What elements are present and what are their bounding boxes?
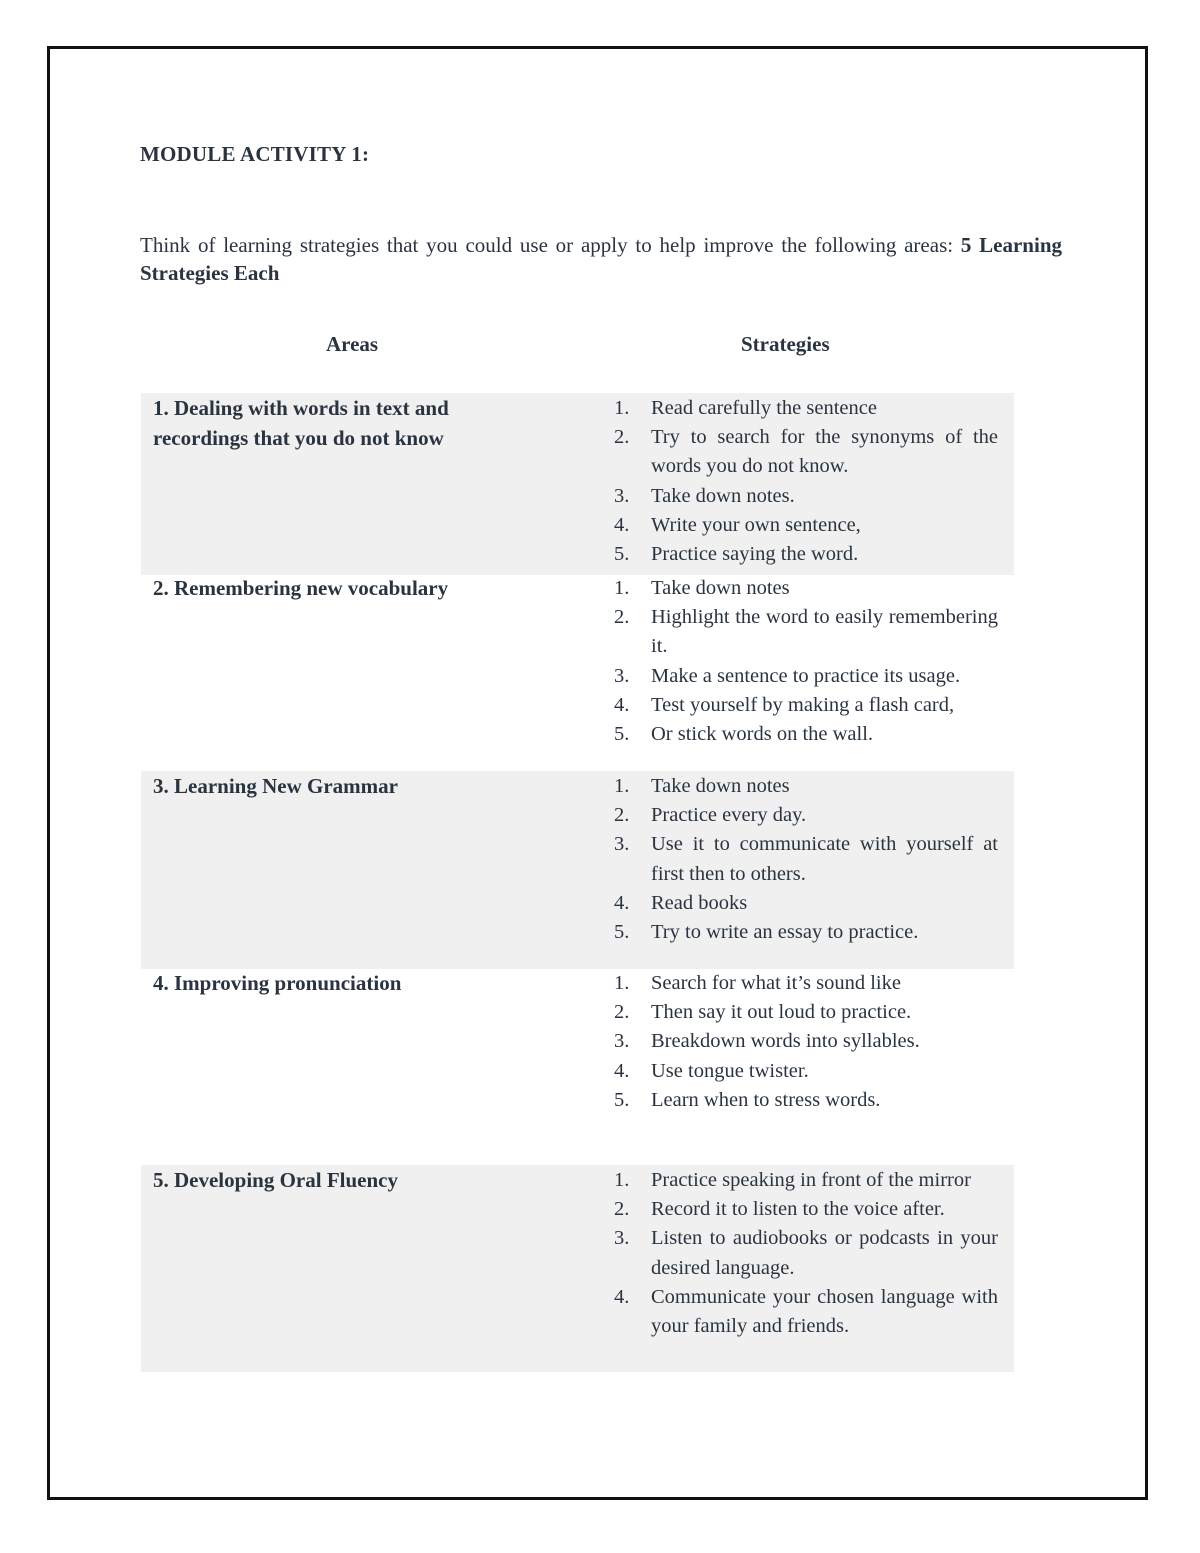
strategy-number: 4. — [614, 1285, 630, 1308]
strategy-number: 2. — [614, 1198, 630, 1221]
strategy-item — [611, 1283, 998, 1341]
strategy-item — [611, 1057, 998, 1086]
strategy-text: Read carefully the sentence — [651, 397, 877, 419]
strategy-item — [611, 1195, 998, 1224]
table-row — [141, 969, 1014, 1165]
table-row — [141, 393, 1014, 575]
strategy-item — [611, 603, 998, 661]
document-title: MODULE ACTIVITY 1: — [140, 142, 370, 166]
strategy-item — [611, 423, 998, 481]
area-label: 4. Improving pronunciation — [153, 971, 402, 995]
strategy-item — [611, 574, 998, 603]
strategy-number: 1. — [614, 397, 630, 419]
table-row — [141, 771, 1014, 969]
strategy-text: Highlight the word to easily remembering it. — [651, 606, 998, 658]
strategy-text: Read books — [651, 891, 748, 914]
strategy-list — [611, 969, 998, 1115]
strategy-item — [611, 691, 998, 720]
strategy-number: 1. — [614, 1169, 630, 1191]
strategy-number: 3. — [614, 484, 630, 507]
strategy-number: 2. — [614, 606, 630, 629]
strategy-text: Take down notes — [651, 775, 790, 797]
strategy-item — [611, 662, 998, 691]
strategy-number: 4. — [614, 693, 630, 716]
strategy-number: 3. — [614, 664, 630, 687]
strategy-item — [611, 511, 998, 540]
strategy-number: 4. — [614, 891, 630, 914]
strategy-number: 2. — [614, 1001, 630, 1024]
table-row — [141, 1165, 1014, 1372]
strategy-item — [611, 482, 998, 511]
strategy-number: 2. — [614, 426, 630, 449]
strategy-item — [611, 969, 998, 998]
strategy-number: 4. — [614, 1059, 630, 1082]
strategy-text: Test yourself by making a flash card, — [651, 693, 955, 716]
strategy-number: 3. — [614, 833, 630, 856]
strategy-text: Breakdown words into syllables. — [651, 1030, 920, 1053]
strategy-number: 3. — [614, 1030, 630, 1053]
strategy-item — [611, 1027, 998, 1056]
area-label: 3. Learning New Grammar — [153, 774, 398, 798]
strategy-item — [611, 720, 998, 749]
strategy-number: 2. — [614, 804, 630, 827]
strategy-number: 5. — [614, 723, 630, 746]
strategy-item — [611, 918, 998, 947]
strategy-text: Record it to listen to the voice after. — [651, 1198, 945, 1221]
strategy-item — [611, 889, 998, 918]
strategy-item — [611, 772, 998, 801]
instructions — [140, 231, 1062, 287]
strategy-text: Communicate your chosen language with your family and friends. — [651, 1285, 998, 1338]
strategy-item — [611, 394, 998, 423]
strategy-text: Use it to communicate with yourself at first then to others. — [651, 833, 998, 885]
strategy-text: Practice saying the word. — [651, 543, 859, 566]
strategy-number: 5. — [614, 1088, 630, 1111]
strategy-text: Make a sentence to practice its usage. — [651, 664, 961, 687]
instructions-bold: 5 Learning Strategies Each — [140, 233, 1063, 285]
strategy-number: 5. — [614, 543, 630, 566]
strategy-item — [611, 1086, 998, 1115]
strategy-text: Search for what it’s sound like — [651, 972, 901, 994]
column-header-strategies: Strategies — [741, 332, 830, 356]
instructions-text: Think of learning strategies that you could use or apply to help improve the following areas: — [140, 233, 961, 257]
strategy-text: Practice every day. — [651, 804, 807, 827]
strategy-item — [611, 830, 998, 888]
table-row — [141, 575, 1014, 771]
strategy-text: Try to search for the synonyms of the words you do not know. — [651, 426, 998, 478]
strategy-item — [611, 1166, 998, 1195]
strategy-text: Try to write an essay to practice. — [651, 921, 919, 944]
strategy-item — [611, 540, 998, 569]
strategy-number: 1. — [614, 775, 630, 797]
strategy-text: Or stick words on the wall. — [651, 723, 874, 746]
strategy-item — [611, 1224, 998, 1282]
strategy-list — [611, 772, 998, 947]
strategy-item — [611, 801, 998, 830]
strategy-text: Take down notes. — [651, 484, 795, 507]
strategy-text: Practice speaking in front of the mirror — [651, 1169, 971, 1191]
area-label: 2. Remembering new vocabulary — [153, 576, 449, 600]
strategy-list — [611, 574, 998, 749]
strategy-list — [611, 1166, 998, 1341]
strategy-number: 1. — [614, 972, 630, 994]
strategy-text: Learn when to stress words. — [651, 1088, 881, 1111]
strategy-number: 3. — [614, 1227, 630, 1250]
area-label: 5. Developing Oral Fluency — [153, 1168, 398, 1192]
strategy-item — [611, 998, 998, 1027]
area-label: 1. Dealing with words in text and recordings that you do not know — [153, 396, 449, 450]
strategy-text: Write your own sentence, — [651, 513, 861, 536]
strategy-text: Use tongue twister. — [651, 1059, 809, 1082]
strategy-number: 5. — [614, 921, 630, 944]
strategy-text: Listen to audiobooks or podcasts in your desired language. — [651, 1227, 998, 1279]
strategy-text: Then say it out loud to practice. — [651, 1001, 912, 1024]
strategy-number: 4. — [614, 513, 630, 536]
strategy-list — [611, 394, 998, 569]
strategy-text: Take down notes — [651, 577, 790, 599]
strategy-number: 1. — [614, 577, 630, 599]
column-header-areas: Areas — [326, 332, 379, 356]
